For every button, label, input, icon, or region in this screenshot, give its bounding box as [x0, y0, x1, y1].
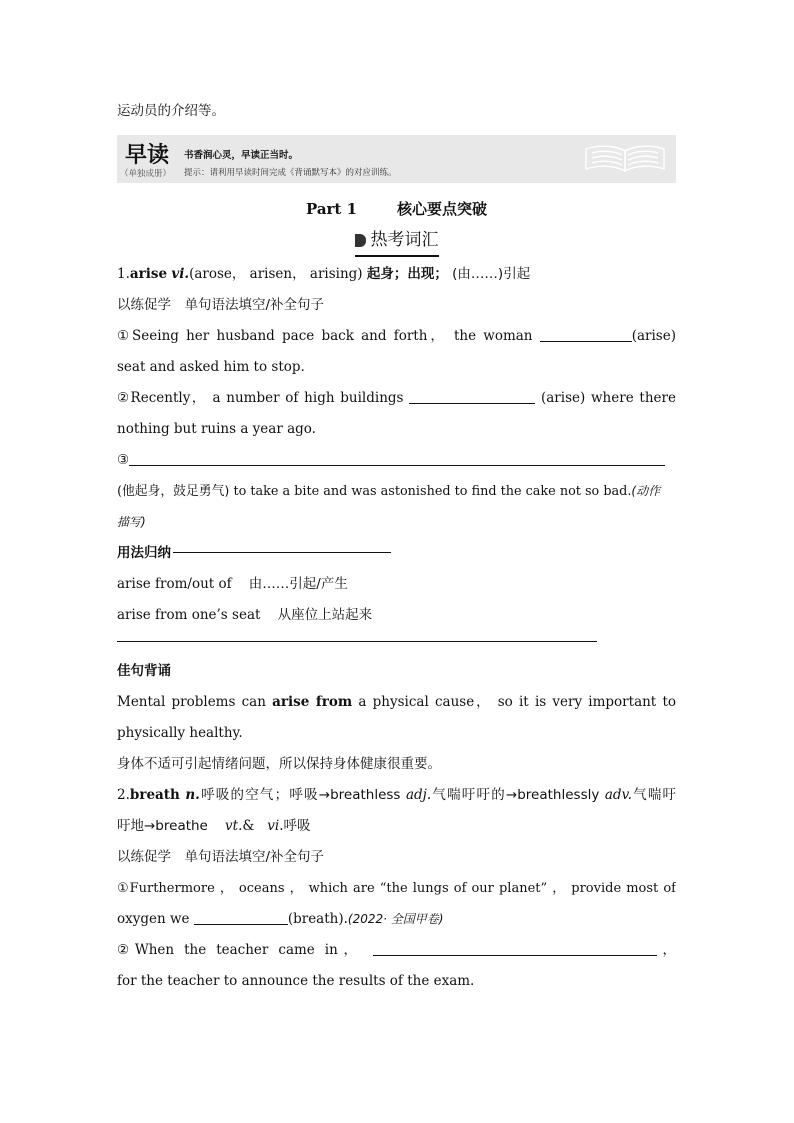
question-2-cont: nothing but ruins a year ago. — [117, 421, 316, 437]
early-reading-banner — [117, 135, 676, 183]
part-label: Part 1 — [305, 200, 358, 218]
question-1-cont: seat and asked him to stop. — [117, 359, 305, 375]
question-3-cont: (他起身，鼓足勇气) to take a bite and was astonished to find the cake not so bad.(动作 — [117, 484, 661, 499]
usage-2: arise from one’s seat 从座位上站起来 — [117, 607, 373, 623]
question-4: ①Furthermore ， oceans ， which are “the lungs of our planet” ， provide most of — [117, 881, 676, 896]
section-marker-icon — [355, 234, 366, 247]
question-3-source: 描写) — [117, 515, 146, 529]
model-sentence-cont: physically healthy. — [117, 725, 243, 741]
part-title: 核心要点突破 — [397, 200, 488, 218]
headword-arise: arise — [129, 266, 168, 282]
question-1: ①Seeing her husband pace back and forth， the woman (arise) — [117, 328, 676, 344]
question-5-cont: for the teacher to announce the results of the exam. — [117, 973, 475, 989]
divider — [117, 641, 597, 642]
practice-label: 以练促学 单句语法填空/补全句子 — [117, 297, 325, 313]
answer-blank[interactable] — [129, 451, 665, 466]
banner-motto: 书香润心灵，早读正当时。 — [184, 150, 299, 161]
open-book-icon — [584, 141, 666, 177]
section-heading — [117, 225, 676, 259]
headword-breath: breath — [129, 787, 180, 803]
question-3: ③ — [117, 445, 676, 476]
model-sentence: Mental problems can arise from a physical cause， so it is very important to — [117, 694, 676, 710]
part-heading — [117, 193, 676, 225]
sentence-label: 佳句背诵 — [117, 663, 171, 679]
answer-blank[interactable] — [540, 327, 632, 342]
document-body — [117, 96, 676, 997]
practice-label: 以练促学 单句语法填空/补全句子 — [117, 849, 325, 865]
banner-subtitle: （单独成册） — [120, 169, 172, 179]
word-2-entry: 2.breath n.呼吸的空气；呼吸→breathless adj.气喘吁吁的→breathlessly adv.气喘吁 — [117, 787, 676, 803]
intro-tail: 运动员的介绍等。 — [117, 103, 225, 119]
word-1-entry: 1.arise vi.(arose， arisen， arising) 起身；出现； (由……)引起 — [117, 266, 531, 282]
word-2-entry-cont: 吁地→breathe vt.& vi.呼吸 — [117, 818, 311, 834]
question-2: ②Recently， a number of high buildings (arise) where there — [117, 390, 676, 406]
question-5: ②When the teacher came in， ， — [117, 942, 676, 958]
model-sentence-translation: 身体不适可引起情绪问题，所以保持身体健康很重要。 — [117, 756, 441, 772]
answer-blank[interactable] — [373, 941, 657, 956]
usage-heading: 用法归纳 — [117, 538, 676, 569]
answer-blank[interactable] — [409, 389, 535, 404]
banner-tip: 提示：请利用早读时间完成《背诵默写本》的对应训练。 — [184, 168, 397, 178]
usage-1: arise from/out of 由……引起/产生 — [117, 576, 348, 592]
answer-blank[interactable] — [194, 910, 288, 925]
question-4-cont: oxygen we (breath).(2022· 全国甲卷) — [117, 911, 444, 927]
section-title: 热考词汇 — [370, 230, 439, 250]
banner-title: 早读 — [125, 143, 170, 168]
